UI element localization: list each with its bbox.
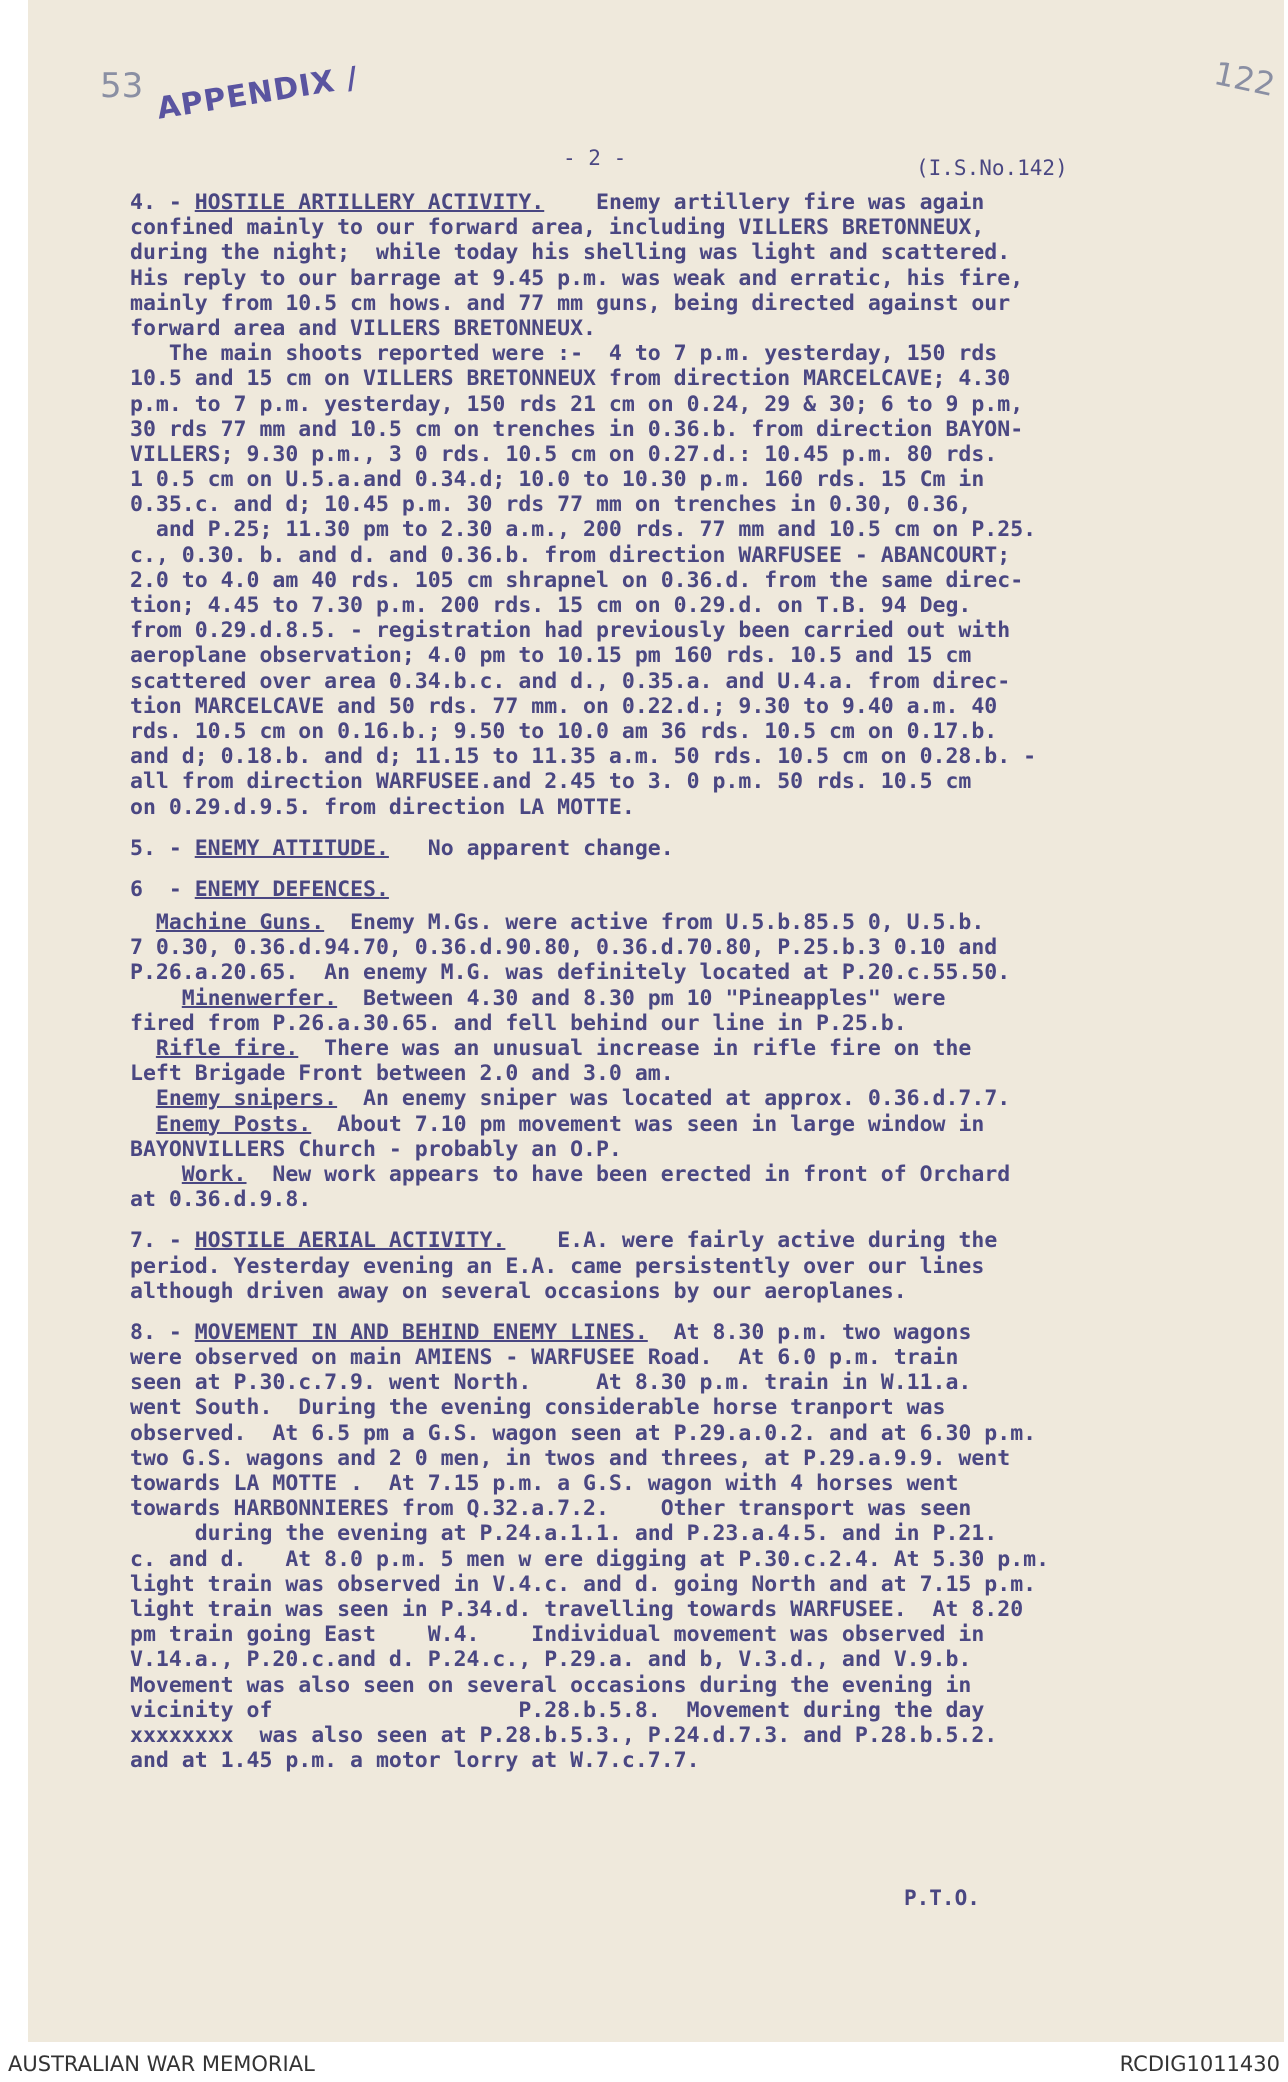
- section-number: 5. -: [130, 835, 182, 861]
- section-text-line: towards LA MOTTE . At 7.15 p.m. a G.S. wagon with 4 horses went: [130, 1471, 959, 1496]
- section-text-line: forward area and VILLERS BRETONNEUX.: [130, 315, 596, 341]
- section-5-line: [130, 836, 1210, 861]
- section-text-line: Movement was also seen on several occasions during the evening in: [130, 1672, 972, 1698]
- page-number: - 2 -: [563, 146, 627, 170]
- section-text: No apparent change.: [427, 835, 674, 861]
- section-text-line: scattered over area 0.34.b.c. and d., 0.35.a. and U.4.a. from direc-: [130, 668, 1011, 694]
- subheading-label: Enemy Posts.: [155, 1111, 312, 1137]
- section-text-line: towards HARBONNIERES from Q.32.a.7.2. Other transport was seen: [130, 1496, 972, 1522]
- section-text-line: There was an unusual increase in rifle fire on the: [324, 1036, 972, 1061]
- section-number: 6 -: [130, 876, 182, 902]
- page-header: [28, 146, 1284, 180]
- subheading-label: Minenwerfer.: [181, 985, 338, 1011]
- section-text-line: mainly from 10.5 cm hows. and 77 mm guns, being directed against our: [130, 290, 1011, 316]
- section-text-line: all from direction WARFUSEE.and 2.45 to 3. 0 p.m. 50 rds. 10.5 cm: [130, 769, 972, 795]
- section-text-line: About 7.10 pm movement was seen in large window in: [337, 1111, 985, 1137]
- section-text-line: Left Brigade Front between 2.0 and 3.0 am.: [130, 1061, 674, 1087]
- appendix-stamp: APPENDIX /: [154, 60, 361, 127]
- section-text-line: observed. At 6.5 pm a G.S. wagon seen at P.29.a.0.2. and at 6.30 p.m.: [130, 1420, 1037, 1446]
- section-text-line: vicinity of P.28.b.5.8. Movement during the day: [130, 1697, 985, 1723]
- section-text-line: V.14.a., P.20.c.and d. P.24.c., P.29.a. and b, V.3.d., and V.9.b.: [130, 1647, 972, 1673]
- section-text-line: VILLERS; 9.30 p.m., 3 0 rds. 10.5 cm on 0.27.d.: 10.45 p.m. 80 rds.: [130, 441, 998, 467]
- section-text-line: went South. During the evening considerable horse tranport was: [130, 1395, 946, 1421]
- document-page: [28, 0, 1284, 2042]
- section-text-line: 2.0 to 4.0 am 40 rds. 105 cm shrapnel on 0.36.d. from the same direc-: [130, 567, 1024, 593]
- section-text-line: tion; 4.45 to 7.30 p.m. 200 rds. 15 cm on 0.29.d. on T.B. 94 Deg.: [130, 593, 972, 618]
- section-text-line: although driven away on several occasions by our aeroplanes.: [130, 1278, 907, 1304]
- section-text-line: during the night; while today his shelling was light and scattered.: [130, 240, 1011, 266]
- section-text-line: An enemy sniper was located at approx. 0.36.d.7.7.: [363, 1086, 1011, 1112]
- section-text-line: two G.S. wagons and 2 0 men, in twos and threes, at P.29.a.9.9. went: [130, 1445, 1011, 1471]
- section-text-line: Enemy artillery fire was again: [596, 190, 985, 215]
- section-number: 8. -: [130, 1319, 182, 1345]
- section-text-line: 7 0.30, 0.36.d.94.70, 0.36.d.90.80, 0.36.d.70.80, P.25.b.3 0.10 and: [130, 935, 998, 961]
- pencil-page-number: 53: [100, 66, 144, 106]
- section-text-line: and P.25; 11.30 pm to 2.30 a.m., 200 rds. 77 mm and 10.5 cm on P.25.: [130, 517, 1037, 543]
- section-number: 7. -: [130, 1228, 182, 1254]
- minenwerfer-line: [130, 986, 1210, 1011]
- section-heading: HOSTILE ARTILLERY ACTIVITY.: [194, 190, 545, 215]
- section-text-line: The main shoots reported were :- 4 to 7 p.m. yesterday, 150 rds: [130, 341, 998, 367]
- section-text-line: xxxxxxxx was also seen at P.28.b.5.3., P.24.d.7.3. and P.28.b.5.2.: [130, 1722, 998, 1748]
- section-text-line: tion MARCELCAVE and 50 rds. 77 mm. on 0.22.d.; 9.30 to 9.40 a.m. 40: [130, 693, 998, 719]
- section-text-line: from 0.29.d.8.5. - registration had previously been carried out with: [130, 618, 1011, 644]
- section-text-line: BAYONVILLERS Church - probably an O.P.: [130, 1136, 622, 1162]
- section-text-line: p.m. to 7 p.m. yesterday, 150 rds 21 cm on 0.24, 29 & 30; 6 to 9 p.m,: [130, 391, 1024, 417]
- section-heading: ENEMY ATTITUDE.: [194, 835, 389, 861]
- section-text-line: light train was seen in P.34.d. travelling towards WARFUSEE. At 8.20: [130, 1596, 1024, 1622]
- section-heading: ENEMY DEFENCES.: [194, 876, 389, 902]
- section-heading: HOSTILE AERIAL ACTIVITY.: [194, 1228, 506, 1254]
- footer-record-id: RCDIG1011430: [1119, 2052, 1280, 2076]
- subheading-label: Rifle fire.: [155, 1036, 299, 1061]
- report-body: [130, 190, 1210, 1773]
- footer-source: AUSTRALIAN WAR MEMORIAL: [8, 2052, 315, 2076]
- section-text-line: were observed on main AMIENS - WARFUSEE Road. At 6.0 p.m. train: [130, 1345, 959, 1371]
- section-text-line: Enemy M.Gs. were active from U.5.b.85.5 0, U.5.b.: [350, 910, 985, 936]
- section-text-line: New work appears to have been erected in front of Orchard: [272, 1161, 1011, 1187]
- section-number: 4. -: [130, 190, 182, 215]
- section-text-line: confined mainly to our forward area, including VILLERS BRETONNEUX,: [130, 215, 985, 241]
- rifle-fire-line: [130, 1036, 1210, 1061]
- section-4-heading-line: [130, 190, 1210, 215]
- section-text-line: rds. 10.5 cm on 0.16.b.; 9.50 to 10.0 am 36 rds. 10.5 cm on 0.17.b.: [130, 718, 998, 744]
- section-heading: MOVEMENT IN AND BEHIND ENEMY LINES.: [194, 1319, 648, 1345]
- please-turn-over: P.T.O.: [904, 1886, 980, 1910]
- section-text-line: aeroplane observation; 4.0 pm to 10.15 pm 160 rds. 10.5 and 15 cm: [130, 643, 972, 669]
- section-text-line: seen at P.30.c.7.9. went North. At 8.30 p.m. train in W.11.a.: [130, 1370, 972, 1396]
- section-text-line: 0.35.c. and d; 10.45 p.m. 30 rds 77 mm on trenches in 0.30, 0.36,: [130, 492, 972, 518]
- section-text-line: His reply to our barrage at 9.45 p.m. was weak and erratic, his fire,: [130, 265, 1024, 291]
- section-text-line: on 0.29.d.9.5. from direction LA MOTTE.: [130, 794, 635, 820]
- section-8-heading-line: [130, 1320, 1210, 1345]
- work-line: [130, 1162, 1210, 1187]
- subheading-label: Enemy snipers.: [155, 1086, 338, 1112]
- enemy-posts-line: [130, 1112, 1210, 1137]
- report-reference: (I.S.No.142): [916, 156, 1068, 180]
- archive-footer: [0, 2046, 1288, 2082]
- section-text-line: light train was observed in V.4.c. and d. going North and at 7.15 p.m.: [130, 1571, 1037, 1597]
- section-text-line: and d; 0.18.b. and d; 11.15 to 11.35 a.m. 50 rds. 10.5 cm on 0.28.b. -: [130, 744, 1037, 770]
- section-text-line: at 0.36.d.9.8.: [130, 1187, 312, 1213]
- machine-guns-line: [130, 910, 1210, 935]
- section-text-line: 10.5 and 15 cm on VILLERS BRETONNEUX from direction MARCELCAVE; 4.30: [130, 366, 1011, 392]
- subheading-label: Work.: [181, 1161, 247, 1187]
- section-text-line: pm train going East W.4. Individual movement was observed in: [130, 1622, 985, 1648]
- section-text-line: E.A. were fairly active during the: [557, 1228, 998, 1254]
- section-text-line: during the evening at P.24.a.1.1. and P.23.a.4.5. and in P.21.: [130, 1521, 998, 1547]
- section-text-line: period. Yesterday evening an E.A. came persistently over our lines: [130, 1253, 985, 1279]
- section-text-line: P.26.a.20.65. An enemy M.G. was definitely located at P.20.c.55.50.: [130, 960, 1011, 986]
- section-text-line: Between 4.30 and 8.30 pm 10 "Pineapples" were: [363, 985, 946, 1011]
- corner-page-number: 122: [1210, 54, 1279, 104]
- section-text-line: fired from P.26.a.30.65. and fell behind our line in P.25.b.: [130, 1010, 907, 1036]
- section-text-line: c., 0.30. b. and d. and 0.36.b. from direction WARFUSEE - ABANCOURT;: [130, 542, 1011, 568]
- section-text-line: and at 1.45 p.m. a motor lorry at W.7.c.7.7.: [130, 1748, 700, 1774]
- section-6-heading-line: [130, 877, 1210, 902]
- section-text-line: c. and d. At 8.0 p.m. 5 men w ere digging at P.30.c.2.4. At 5.30 p.m.: [130, 1546, 1050, 1572]
- section-7-heading-line: [130, 1228, 1210, 1253]
- section-text-line: At 8.30 p.m. two wagons: [673, 1319, 972, 1345]
- enemy-snipers-line: [130, 1086, 1210, 1111]
- section-text-line: 1 0.5 cm on U.5.a.and 0.34.d; 10.0 to 10.30 p.m. 160 rds. 15 Cm in: [130, 467, 985, 493]
- subheading-label: Machine Guns.: [155, 910, 325, 936]
- section-text-line: 30 rds 77 mm and 10.5 cm on trenches in 0.36.b. from direction BAYON-: [130, 416, 1024, 442]
